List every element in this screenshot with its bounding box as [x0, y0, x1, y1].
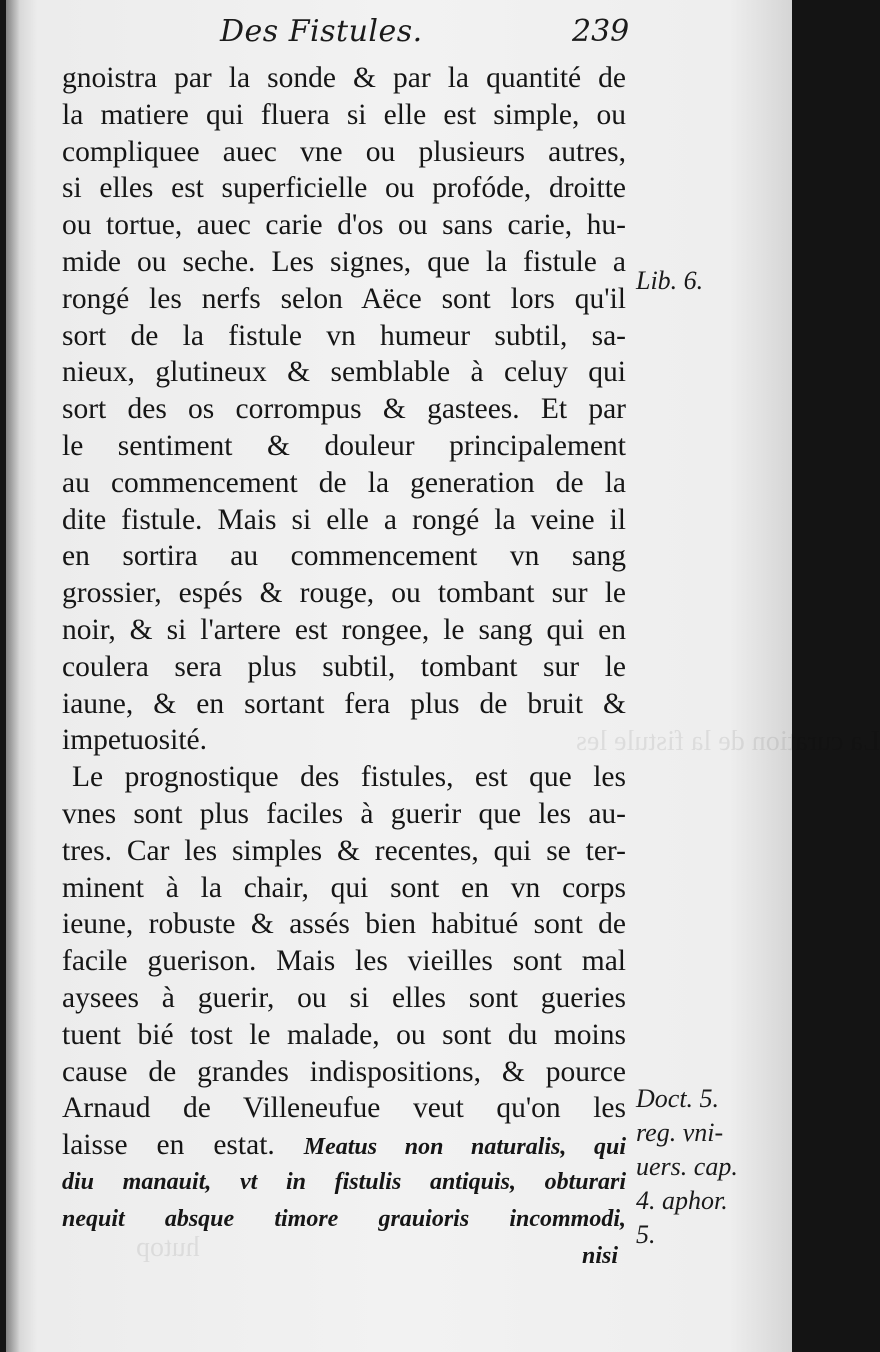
text-line: aysees à guerir, ou si elles sont gueries: [62, 981, 626, 1014]
latin-quote-line: diu manauit, vt in fistulis antiquis, obturari: [62, 1168, 626, 1195]
text-line-paragraph-start: Le prognostique des fistules, est que les: [72, 761, 626, 794]
text-line: facile guerison. Mais les vieilles sont mal: [62, 945, 626, 978]
text-line: dite fistule. Mais si elle a rongé la veine il: [62, 503, 626, 536]
text-line: vnes sont plus faciles à guerir que les au-: [62, 797, 626, 830]
running-title: Des Fistules.: [220, 14, 423, 49]
text-line: le sentiment & douleur principalement: [62, 429, 626, 462]
margin-note-line: reg. vni-: [636, 1118, 724, 1147]
text-line: coulera sera plus subtil, tombant sur le: [62, 650, 626, 683]
text-line: sort des os corrompus & gastees. Et par: [62, 393, 626, 426]
page-number: 239: [572, 14, 630, 49]
text-line: en sortira au commencement vn sang: [62, 540, 626, 573]
text-line-with-latin-quote: [62, 1127, 626, 1164]
text-line: tuent bié tost le malade, ou sont du moins: [62, 1018, 626, 1051]
text-line: tres. Car les simples & recentes, qui se ter-: [62, 834, 626, 867]
margin-note-line: uers. cap.: [636, 1152, 738, 1181]
gutter-shadow: [6, 0, 20, 1352]
margin-note-line: Doct. 5.: [636, 1084, 720, 1113]
text-line-paragraph-end: impetuosité.: [62, 724, 208, 757]
text-line: au commencement de la generation de la: [62, 466, 626, 499]
margin-note-line: 4. aphor.: [636, 1186, 728, 1215]
page-header: [6, 14, 792, 60]
text-line: compliquee auec vne ou plusieurs autres,: [62, 135, 626, 168]
margin-note-lib: Lib. 6.: [636, 266, 704, 295]
catchword: nisi: [582, 1242, 619, 1269]
text-line: sort de la fistule vn humeur subtil, sa-: [62, 319, 626, 352]
text-fragment: laisse en estat.: [62, 1129, 275, 1162]
show-through-text: La curation de la fistule les: [576, 726, 880, 757]
text-line: Arnaud de Villeneufue veut qu'on les: [62, 1092, 626, 1125]
latin-quote-line: nequit absque timore grauioris incommodi,: [62, 1205, 626, 1232]
show-through-text-bottom: hutop: [136, 1232, 200, 1263]
text-line: gnoistra par la sonde & par la quantité de: [62, 62, 626, 94]
text-line: minent à la chair, qui sont en vn corps: [62, 871, 626, 904]
text-line: ieune, robuste & assés bien habitué sont de: [62, 908, 626, 941]
book-page: [6, 0, 880, 1352]
text-line: iaune, & en sortant fera plus de bruit &: [62, 687, 626, 720]
text-line: rongé les nerfs selon Aëce sont lors qu'il: [62, 282, 626, 315]
text-line: grossier, espés & rouge, ou tombant sur le: [62, 577, 626, 610]
text-line: si elles est superficielle ou profóde, droitte: [62, 172, 626, 205]
text-line: la matiere qui fluera si elle est simple, ou: [62, 98, 626, 131]
margin-note-line: 5.: [636, 1220, 656, 1249]
text-line: ou tortue, auec carie d'os ou sans carie, hu-: [62, 209, 626, 242]
text-line: cause de grandes indispositions, & pource: [62, 1055, 626, 1088]
text-line: noir, & si l'artere est rongee, le sang qui en: [62, 613, 626, 646]
text-line: mide ou seche. Les signes, que la fistule a: [62, 245, 626, 278]
main-text-block: [62, 60, 626, 1274]
margin-note-doct: [636, 1082, 738, 1252]
text-line: nieux, glutineux & semblable à celuy qui: [62, 356, 626, 389]
latin-quote-fragment: Meatus non naturalis, qui: [303, 1134, 627, 1161]
